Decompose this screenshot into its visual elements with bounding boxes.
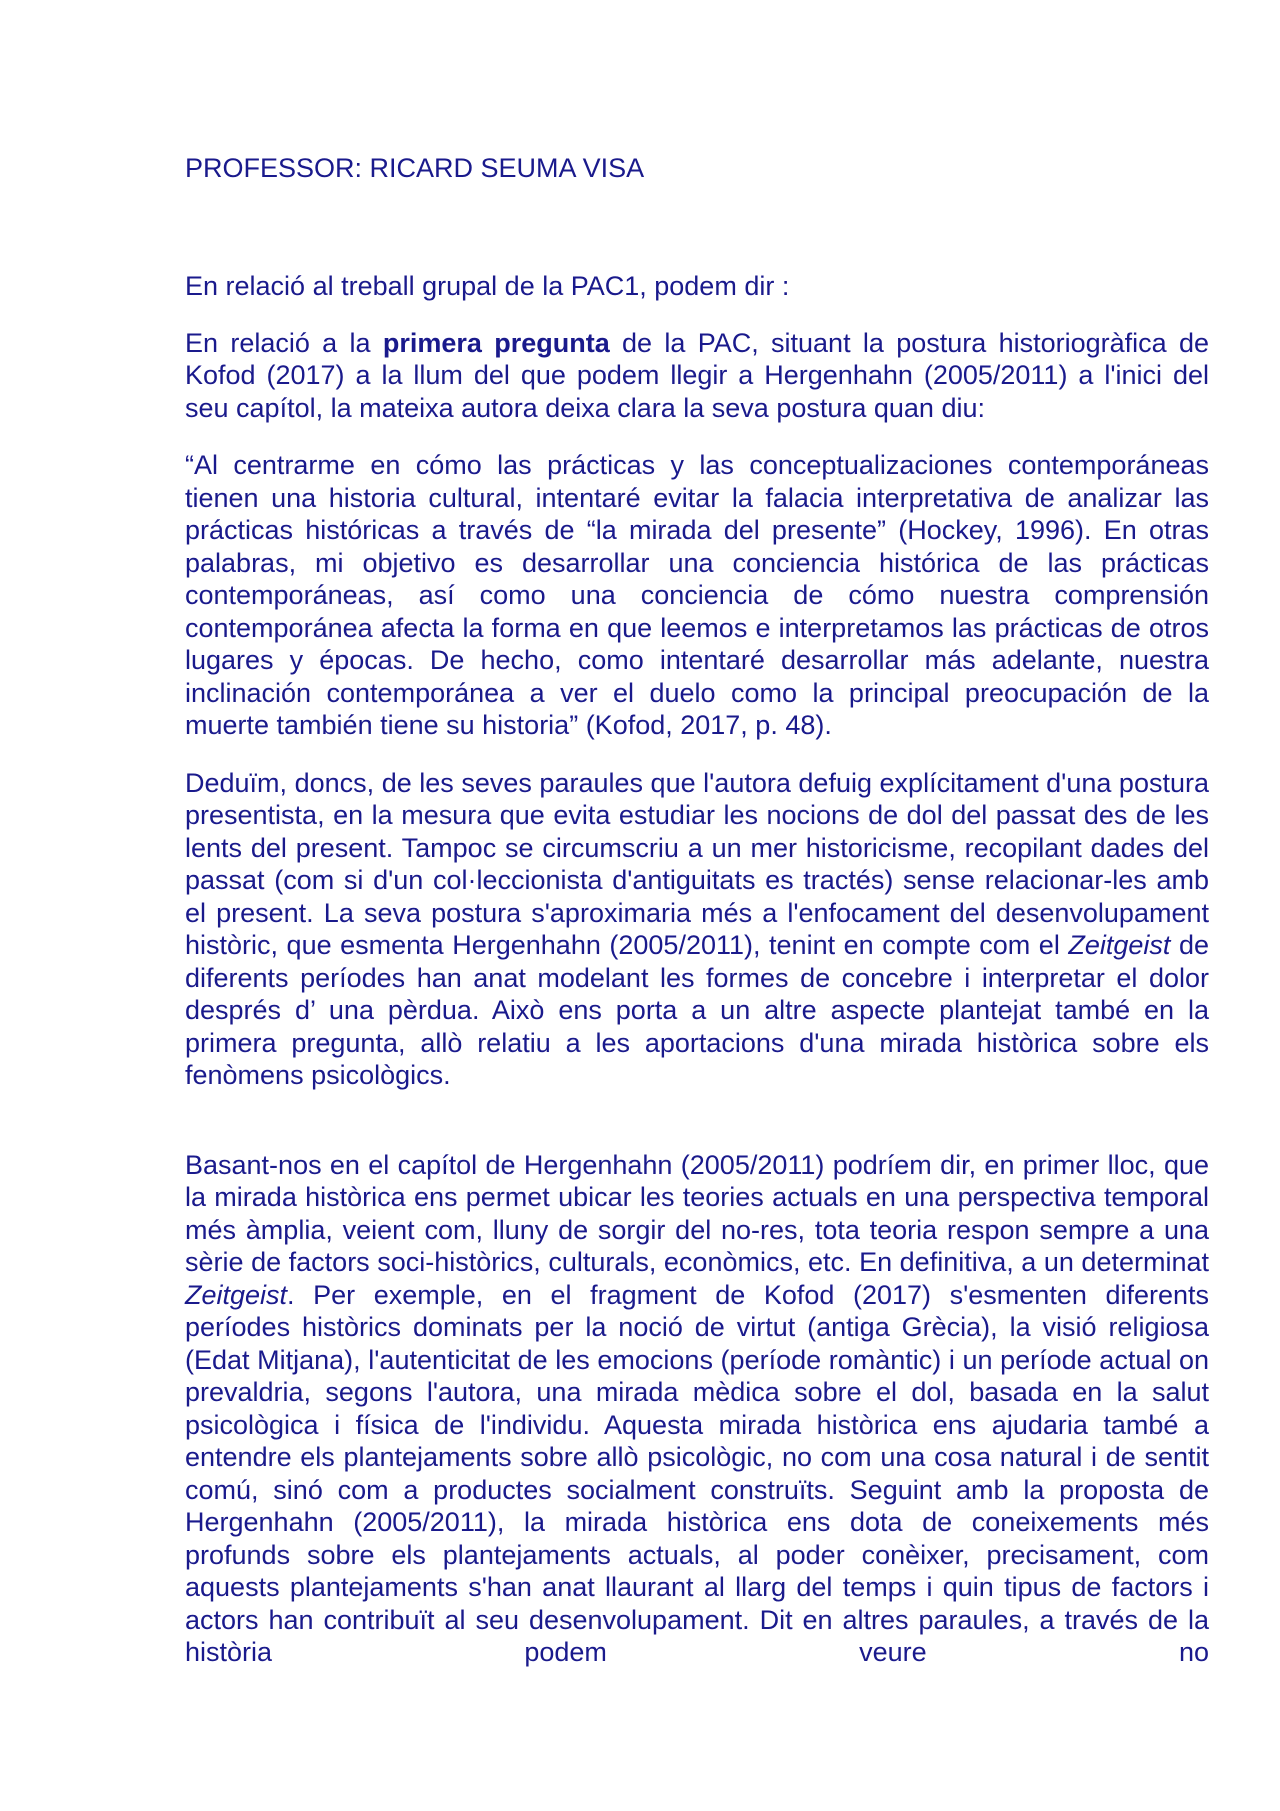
italic-zeitgeist-2: Zeitgeist — [185, 1279, 288, 1310]
bold-primera-pregunta: primera pregunta — [382, 327, 610, 358]
paragraph-first-question — [185, 327, 1209, 425]
paragraph-historical-view-rest: . Per exemple, en el fragment de Kofod (2017) s'esmenten diferents períodes històrics dominats per la noció de virtut (antiga Grècia), la visió religiosa (Edat Mitjana), l'autenticitat de les emocions (període romàntic) i un període actual on prevaldria, segons l'autora, una mirada mèdica sobre el dol, basada en la salut psicològica i física de l'individu. Aquesta mirada històrica ens ajudaria també a entendre els plantejaments sobre allò psicològic, no com una cosa natural i de sentit comú, sinó com a productes socialment construïts. Seguint amb la proposta de Hergenhahn (2005/2011), la mirada històrica ens dota de coneixements més profunds sobre els plantejaments actuals, al poder conèixer, precisament, com aquests plantejaments s'han anat llaurant al llarg del temps i quin tipus de factors i actors han contribuït al seu desenvolupament. Dit en altres paraules, a través de la història podem veure no — [185, 1279, 1209, 1667]
paragraph-first-question-rest: de la PAC, situant la postura historiogràfica de Kofod (2017) a la llum del que podem llegir a Hergenhahn (2005/2011) a l'inici del seu capítol, la mateixa autora deixa clara la seva postura quan diu: — [185, 327, 1209, 423]
paragraph-historical-view — [185, 1149, 1209, 1669]
italic-zeitgeist: Zeitgeist — [1068, 930, 1171, 960]
paragraph-presentism-lead: Deduïm, doncs, de les seves paraules que l'autora defuig explícitament d'una postura presentista, en la mesura que evita estudiar les nocions de dol del passat des de les lents del present. Tampoc se circumscriu a un mer historicisme, recopilant dades del passat (com si d'un col·leccionista d'antiguitats es tractés) sense relacionar-les amb el present. La seva postura s'aproximaria més a l'enfocament del desenvolupament històric, que esmenta Hergenhahn (2005/2011), tenint en compte com el — [185, 767, 1209, 960]
paragraph-historical-view-lead: Basant-nos en el capítol de Hergenhahn (2005/2011) podríem dir, en primer lloc, que la mirada històrica ens permet ubicar les teories actuals en una perspectiva temporal més àmplia, veient com, lluny de sorgir del no-res, tota teoria respon sempre a una sèrie de factors soci-històrics, culturals, econòmics, etc. En definitiva, a un determinat — [185, 1149, 1209, 1277]
document-body — [185, 152, 1209, 1669]
professor-line: PROFESSOR: RICARD SEUMA VISA — [185, 153, 645, 183]
paragraph-presentism — [185, 767, 1209, 1092]
kofod-quote: “Al centrarme en cómo las prácticas y las conceptualizaciones contemporáneas tienen una historia cultural, intentaré evitar la falacia interpretativa de analizar las prácticas históricas a través de “la mirada del presente” (Hockey, 1996). En otras palabras, mi objetivo es desarrollar una conciencia histórica de las prácticas contemporáneas, así como una conciencia de cómo nuestra comprensión contemporánea afecta la forma en que leemos e interpretamos las prácticas de otros lugares y épocas. De hecho, como intentaré desarrollar más adelante, nuestra inclinación contemporánea a ver el duelo como la principal preocupación de la muerte también tiene su historia” (Kofod, 2017, p. 48). — [185, 450, 1209, 740]
paragraph-first-question-lead: En relació a la — [185, 327, 383, 358]
intro-line: En relació al treball grupal de la PAC1, podem dir : — [185, 271, 790, 301]
paragraph-presentism-rest: de diferents períodes han anat modelant les formes de concebre i interpretar el dolor després d’ una pèrdua. Això ens porta a un altre aspecte plantejat també en la primera pregunta, allò relatiu a les aportacions d'una mirada històrica sobre els fenòmens psicològics. — [185, 930, 1209, 1090]
